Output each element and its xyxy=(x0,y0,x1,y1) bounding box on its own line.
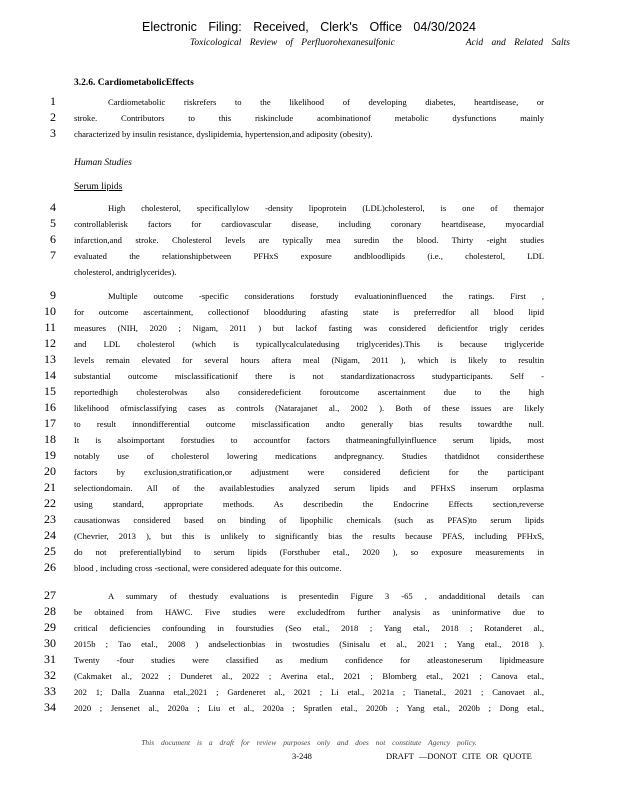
line-number: 3 xyxy=(50,126,56,140)
body-text-line: Multiple outcome -specific considerations forstudy evaluationinfluenced the ratings. First , xyxy=(108,291,544,301)
subheading-human-studies: Human Studies xyxy=(74,158,132,168)
line-number: 6 xyxy=(50,232,56,246)
body-text-line: to result innondifferential outcome misclassification andto generally bias results towardthe null. xyxy=(74,419,544,429)
line-number: 22 xyxy=(44,496,56,510)
line-number: 9 xyxy=(50,288,56,302)
body-text-line: be obtained from HAWC. Five studies were excludedfrom further analysis as uninformative due to xyxy=(74,607,544,617)
line-number: 18 xyxy=(44,432,56,446)
body-text-line: 2015b ; Tao etal., 2008 ) andselectionbias in twostudies (Sinisalu et al., 2021 ; Yang etal., 2018 ). xyxy=(74,639,544,649)
page-number: 3-248 xyxy=(292,751,312,761)
running-header-right: Acid and Related Salts xyxy=(465,38,570,48)
line-number: 11 xyxy=(44,320,56,334)
line-number: 21 xyxy=(44,480,56,494)
draft-status: DRAFT —DONOT CITE OR QUOTE xyxy=(386,751,532,761)
body-text-line: measures (NIH, 2020 ; Nigam, 2011 ) but lackof fasting was considered deficientfor trigly cerides xyxy=(74,323,544,333)
line-number: 14 xyxy=(44,368,56,382)
line-number: 26 xyxy=(44,560,56,574)
body-text-line: A summary of thestudy evaluations is presentedin Figure 3 -65 , andadditional details can xyxy=(108,591,544,601)
body-text-line: levels remain elevated for several hours aftera meal (Nigam, 2011 ), which is likely to resultin xyxy=(74,355,544,365)
line-number: 25 xyxy=(44,544,56,558)
line-number: 10 xyxy=(44,304,56,318)
running-header xyxy=(190,38,570,48)
body-text-line: critical deficiencies confounding in fourstudies (Seo etal., 2018 ; Yang etal., 2018 ; Rotanderet al., xyxy=(74,623,544,633)
body-text-line: factors by exclusion,stratification,or adjustment were considered deficient for the participant xyxy=(74,467,544,477)
body-text-line: and LDL cholesterol (which is typicallycalculatedusing triglycerides).This is because triglyceride xyxy=(74,339,544,349)
line-number: 15 xyxy=(44,384,56,398)
body-text-line: stroke. Contributors to this riskinclude acombinationof metabolic dysfunctions mainly xyxy=(74,113,544,123)
body-text-line: controllablerisk factors for cardiovascular disease, including coronary heartdisease, myocardial xyxy=(74,219,544,229)
body-text-line: substantial outcome misclassificationif there is not standardizationacross studyparticipants. Self - xyxy=(74,371,544,381)
line-number: 4 xyxy=(50,200,56,214)
line-number: 2 xyxy=(50,110,56,124)
line-number: 16 xyxy=(44,400,56,414)
body-text-line: High cholesterol, specificallylow -density lipoprotein (LDL)cholesterol, is one of themajor xyxy=(108,203,544,213)
body-text-line: using standard, appropriate methods. As describedin the Endocrine Effects section,reverse xyxy=(74,499,544,509)
body-text-line: reportedhigh cholesterolwas also consideredeficient foroutcome ascertainment due to the high xyxy=(74,387,544,397)
body-text-line: evaluated the relationshipbetween PFHxS exposure andbloodlipids (i.e., cholesterol, LDL xyxy=(74,251,544,261)
line-number: 27 xyxy=(44,588,56,602)
body-text-line: cholesterol, andtriglycerides). xyxy=(74,267,177,277)
line-number: 32 xyxy=(44,668,56,682)
body-text-line: for outcome ascertainment, collectionof bloodduring afasting state is preferredfor all blood lipid xyxy=(74,307,544,317)
body-text-line: causationwas considered based on binding of lipophilic chemicals (such as PFAS)to serum lipids xyxy=(74,515,544,525)
body-text-line: likelihood ofmisclassifying cases as controls (Natarajanet al., 2002 ). Both of these issues are likely xyxy=(74,403,544,413)
body-text-line: (Chevrier, 2013 ), but this is unlikely to significantly bias the results because PFAS, including PFHxS, xyxy=(74,531,544,541)
body-text-line: It is alsoimportant forstudies to accountfor factors thatmeaningfullyinfluence serum lipids, most xyxy=(74,435,544,445)
footer-disclaimer: This document is a draft for review purposes only and does not constitute Agency policy. xyxy=(141,738,477,747)
line-number: 33 xyxy=(44,684,56,698)
body-text-line: 2020 ; Jensenet al., 2020a ; Liu et al., 2020a ; Spratlen etal., 2020b ; Yang etal., 2020b ; Dong etal., xyxy=(74,703,544,713)
line-number: 20 xyxy=(44,464,56,478)
line-number: 24 xyxy=(44,528,56,542)
body-text-line: characterized by insulin resistance, dyslipidemia, hypertension,and adiposity (obesity). xyxy=(74,129,373,139)
running-header-left: Toxicological Review of Perfluorohexanesulfonic xyxy=(190,38,395,48)
line-number: 29 xyxy=(44,620,56,634)
line-number: 34 xyxy=(44,700,56,714)
line-number: 31 xyxy=(44,652,56,666)
body-text-line: 202 1; Dalla Zuanna etal.,2021 ; Gardeneret al., 2021 ; Li etal., 2021a ; Tianetal., 2021 ; Canovaet al., xyxy=(74,687,544,697)
line-number: 12 xyxy=(44,336,56,350)
body-text-line: Cardiometabolic riskrefers to the likelihood of developing diabetes, heartdisease, or xyxy=(108,97,544,107)
line-number: 19 xyxy=(44,448,56,462)
body-text-line: do not preferentiallybind to serum lipids (Forsthuber etal., 2020 ), so exposure measurements in xyxy=(74,547,544,557)
body-text-line: Twenty -four studies were classified as medium confidence for atleastoneserum lipidmeasure xyxy=(74,655,544,665)
line-number: 13 xyxy=(44,352,56,366)
body-text-line: (Cakmaket al., 2022 ; Dunderet al., 2022 ; Averina etal., 2021 ; Blomberg etal., 2021 ; Canova etal., xyxy=(74,671,544,681)
line-number: 7 xyxy=(50,248,56,262)
body-text-line: notably use of cholesterol lowering medications andpregnancy. Studies thatdidnot considerthese xyxy=(74,451,544,461)
body-text-line: blood , including cross -sectional, were considered adequate for this outcome. xyxy=(74,563,342,573)
line-number: 17 xyxy=(44,416,56,430)
filing-stamp: Electronic Filing: Received, Clerk's Office 04/30/2024 xyxy=(142,20,476,34)
line-number: 30 xyxy=(44,636,56,650)
line-number: 23 xyxy=(44,512,56,526)
body-text-line: infarction,and stroke. Cholesterol levels are typically mea suredin the blood. Thirty -eight studies xyxy=(74,235,544,245)
line-number: 1 xyxy=(50,94,56,108)
body-text-line: selectiondomain. All of the availablestudies analyzed serum lipids and PFHxS inserum orplasma xyxy=(74,483,544,493)
line-number: 28 xyxy=(44,604,56,618)
section-heading: 3.2.6. CardiometabolicEffects xyxy=(74,78,194,88)
subheading-serum-lipids: Serum lipids xyxy=(74,182,123,192)
line-number: 5 xyxy=(50,216,56,230)
